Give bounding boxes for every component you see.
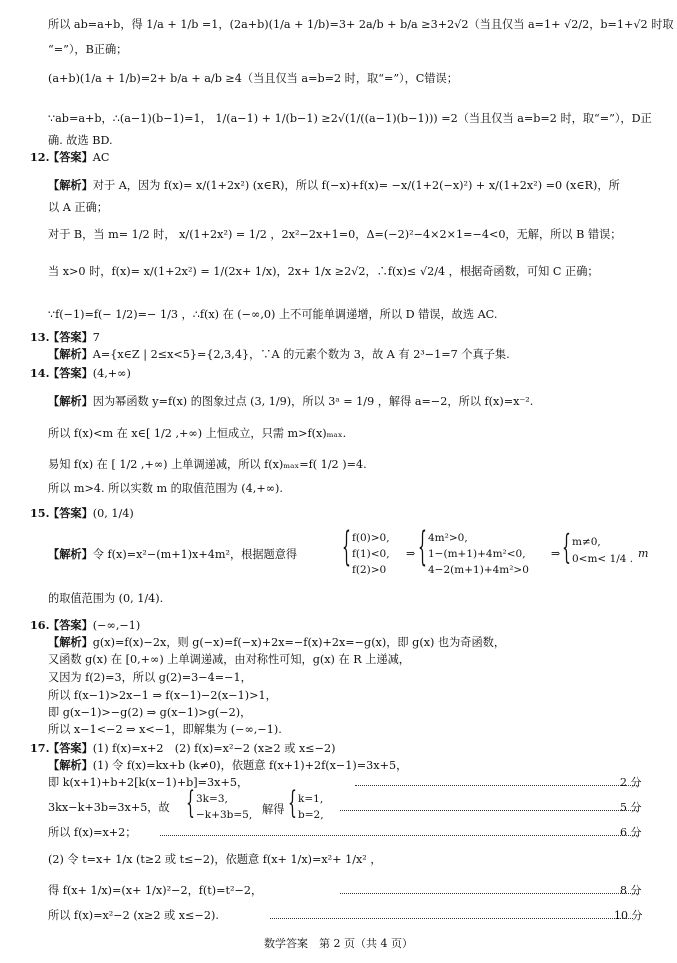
system-3	[572, 534, 633, 568]
solution-text: A={x∈Z | 2≤x<5}={2,3,4}，∵A 的元素个数为 3，故 A 有 2³−1=7 个真子集.	[92, 348, 510, 361]
brace-left-2: {	[418, 525, 427, 572]
system-1-row: f(0)>0,	[352, 532, 390, 544]
q14-solution-line-3: 易知 f(x) 在 [ 1/2 ,+∞) 上单调递减，所以 f(x)ₘₐₓ=f( 1/2 )=4.	[48, 458, 367, 471]
system-5-row: b=2,	[298, 809, 324, 821]
solution-tag: 【解析】	[48, 178, 93, 192]
solution-text: g(x)=f(x)−2x，则 g(−x)=f(−x)+2x=−f(x)+2x=−g(x)，即 g(x) 也为奇函数，	[92, 636, 506, 649]
solution-tag: 【解析】	[48, 394, 93, 408]
page-footer: 数学答案 第 2 页（共 4 页）	[264, 937, 413, 950]
system-3-row: m≠0,	[572, 536, 601, 548]
score-points: 5 分	[620, 801, 642, 814]
q17-solution-line-6: 得 f(x+ 1/x)=(x+ 1/x)²−2，f(t)=t²−2，	[48, 884, 263, 897]
system-2-row: 1−(m+1)+4m²<0,	[428, 548, 526, 560]
score-points: 10 分	[614, 909, 643, 922]
solution-tag: 【解析】	[48, 758, 93, 772]
system-5	[298, 791, 324, 823]
q12-solution-line-1	[48, 178, 620, 193]
implies-arrow: ⇒	[551, 547, 561, 560]
dot-leader	[270, 910, 633, 919]
solution-text: 令 f(x)=x²−(m+1)x+4m²，根据题意得	[92, 548, 298, 561]
q14-solution-line-4: 所以 m>4. 所以实数 m 的取值范围为 (4,+∞).	[48, 482, 283, 495]
q14-solution-line-2: 所以 f(x)<m 在 x∈[ 1/2 ,+∞) 上恒成立，只需 m>f(x)ₘₐₓ.	[48, 427, 347, 440]
q12-answer	[48, 150, 109, 165]
q16-solution-line-3: 又因为 f(2)=3，所以 g(2)=3−4=−1，	[48, 671, 252, 684]
q14-solution-line-1	[48, 394, 533, 409]
q15-solution-line-1	[48, 547, 297, 562]
solution-tag: 【解析】	[48, 347, 93, 361]
q11-line-5: 确. 故选 BD.	[48, 134, 113, 147]
answer-tag: 【答案】	[48, 150, 93, 164]
implies-arrow: ⇒	[406, 547, 416, 560]
answer-tag: 【答案】	[48, 741, 93, 755]
answer-tag: 【答案】	[48, 618, 93, 632]
system-1-row: f(1)<0,	[352, 548, 390, 560]
system-2-row: 4m²>0,	[428, 532, 468, 544]
answer-value: (0, 1/4)	[92, 507, 134, 520]
q11-line-3: (a+b)(1/a + 1/b)=2+ b/a + a/b ≥4（当且仅当 a=b=2 时，取“=”），C错误；	[48, 72, 458, 85]
q11-line-2: “=”），B正确；	[48, 43, 128, 56]
system-1-row: f(2)>0	[352, 564, 387, 576]
brace-left-1: {	[342, 525, 351, 572]
q16-solution-line-2: 又函数 g(x) 在 [0,+∞) 上单调递减，由对称性可知，g(x) 在 R 上递减，	[48, 653, 410, 666]
q17-solution-line-1	[48, 758, 407, 773]
q16-solution-line-6: 所以 x−1<−2 ⇒ x<−1，即解集为 (−∞,−1).	[48, 723, 282, 736]
system-2	[428, 530, 529, 578]
solution-text: (1) 令 f(x)=kx+b (k≠0)，依题意 f(x+1)+2f(x−1)=3x+5，	[92, 759, 408, 772]
dot-leader	[340, 802, 639, 811]
brace-left-5: {	[288, 786, 297, 822]
q11-line-4: ∵ab=a+b，∴(a−1)(b−1)=1， 1/(a−1) + 1/(b−1) ≥2√(1/((a−1)(b−1))) =2（当且仅当 a=b=2 时，取“=”），D正	[48, 112, 652, 125]
system-2-row: 4−2(m+1)+4m²>0	[428, 564, 529, 576]
system-1	[352, 530, 390, 578]
q15-number: 15.	[30, 506, 50, 520]
system-4	[196, 791, 252, 823]
q15-solution-line-2: 的取值范围为 (0, 1/4).	[48, 592, 164, 605]
dot-leader	[355, 777, 639, 786]
score-points: 8 分	[620, 884, 642, 897]
dot-leader	[340, 885, 639, 894]
q13-answer	[48, 330, 100, 345]
q17-answer	[48, 741, 336, 756]
q15-answer	[48, 506, 134, 521]
answer-value: (1) f(x)=x+2 (2) f(x)=x²−2 (x≥2 或 x≤−2)	[92, 742, 336, 755]
solution-tag: 【解析】	[48, 635, 93, 649]
q15-tail: m	[638, 547, 649, 560]
answer-value: (−∞,−1)	[92, 619, 141, 632]
q17-solution-line-3: 3kx−k+3b=3x+5，故	[48, 801, 170, 814]
solve-label: 解得	[262, 803, 285, 816]
score-points: 6 分	[620, 826, 642, 839]
q16-solution-line-5: 即 g(x−1)>−g(2) ⇒ g(x−1)>g(−2)，	[48, 706, 252, 719]
system-4-row: 3k=3,	[196, 793, 228, 805]
answer-value: 7	[92, 331, 100, 344]
q17-solution-line-7: 所以 f(x)=x²−2 (x≥2 或 x≤−2).	[48, 909, 219, 922]
q14-answer	[48, 366, 131, 381]
solution-text: 对于 A，因为 f(x)= x/(1+2x²) (x∈R)，所以 f(−x)+f(x)= −x/(1+2(−x)²) + x/(1+2x²) =0 (x∈R)，所	[92, 179, 620, 192]
q16-answer	[48, 618, 140, 633]
q17-solution-line-5: (2) 令 t=x+ 1/x (t≥2 或 t≤−2)，依题意 f(x+ 1/x)=x²+ 1/x² ，	[48, 853, 382, 866]
brace-left-3: {	[562, 529, 571, 568]
q14-number: 14.	[30, 366, 50, 380]
q16-number: 16.	[30, 618, 50, 632]
q11-line-1: 所以 ab=a+b，得 1/a + 1/b =1，(2a+b)(1/a + 1/b)=3+ 2a/b + b/a ≥3+2√2（当且仅当 a=1+ √2/2，b=1+√2 时取	[48, 18, 674, 31]
q16-solution-line-1	[48, 635, 505, 650]
score-points: 2 分	[620, 776, 642, 789]
answer-value: (4,+∞)	[92, 367, 131, 380]
q12-solution-line-5: ∵f(−1)=f(− 1/2)=− 1/3 ，∴f(x) 在 (−∞,0) 上不可能单调递增，所以 D 错误，故选 AC.	[48, 308, 498, 321]
system-3-row: 0<m< 1/4 .	[572, 553, 634, 565]
solution-tag: 【解析】	[48, 547, 93, 561]
solution-text: 因为幂函数 y=f(x) 的图象过点 (3, 1/9)，所以 3ᵃ = 1/9 ，解得 a=−2，所以 f(x)=x⁻².	[92, 395, 534, 408]
answer-value: AC	[92, 151, 110, 164]
system-5-row: k=1,	[298, 793, 324, 805]
system-4-row: −k+3b=5,	[196, 809, 253, 821]
q12-number: 12.	[30, 150, 50, 164]
brace-left-4: {	[186, 786, 195, 822]
q12-solution-line-4: 当 x>0 时，f(x)= x/(1+2x²) = 1/(2x+ 1/x)，2x+ 1/x ≥2√2，∴f(x)≤ √2/4 ，根据奇函数，可知 C 正确；	[48, 265, 599, 278]
q13-solution	[48, 347, 510, 362]
q12-solution-line-2: 以 A 正确；	[48, 201, 108, 214]
q17-number: 17.	[30, 741, 50, 755]
q16-solution-line-4: 所以 f(x−1)>2x−1 ⇒ f(x−1)−2(x−1)>1，	[48, 689, 277, 702]
q17-solution-line-2: 即 k(x+1)+b+2[k(x−1)+b]=3x+5，	[48, 776, 249, 789]
q13-number: 13.	[30, 330, 50, 344]
answer-tag: 【答案】	[48, 330, 93, 344]
q17-solution-line-4: 所以 f(x)=x+2；	[48, 826, 137, 839]
answer-tag: 【答案】	[48, 506, 93, 520]
q12-solution-line-3: 对于 B，当 m= 1/2 时， x/(1+2x²) = 1/2 ，2x²−2x+1=0，Δ=(−2)²−4×2×1=−4<0，无解，所以 B 错误；	[48, 228, 622, 241]
answer-tag: 【答案】	[48, 366, 93, 380]
dot-leader	[160, 827, 639, 836]
